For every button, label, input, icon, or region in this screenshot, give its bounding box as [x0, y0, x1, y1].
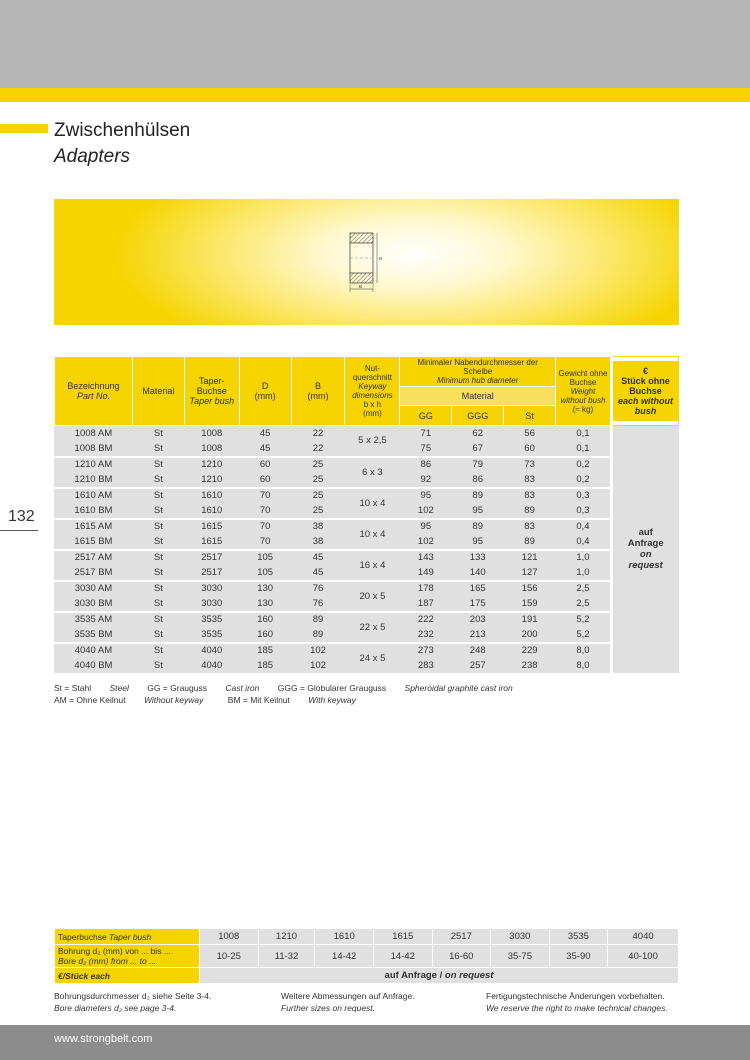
cell-d: 45 — [239, 441, 291, 457]
cell-keyway: 5 x 2,5 — [345, 426, 400, 457]
cell-keyway: 20 x 5 — [345, 581, 400, 612]
cell-b: 102 — [291, 658, 345, 674]
cell-b: 89 — [291, 627, 345, 643]
cell-mat: St — [132, 658, 184, 674]
col-weight: Gewicht ohne Buchse Weight without bush (≈ kg) — [556, 357, 612, 426]
cell-mat: St — [132, 457, 184, 473]
cell-b: 25 — [291, 457, 345, 473]
taper-bush-table — [54, 928, 679, 984]
cell-st: 56 — [504, 426, 556, 442]
table-row — [55, 426, 679, 442]
cell-keyway: 10 x 4 — [345, 519, 400, 550]
legend-line-2 — [54, 694, 529, 706]
bush-bore-cell: 14-42 — [315, 945, 374, 968]
cell-b: 38 — [291, 534, 345, 550]
cell-st: 83 — [504, 519, 556, 535]
col-hub-group: Minimaler Nabendurchmesser der Scheibe Minimum hub diameter — [400, 357, 556, 387]
cell-gg: 92 — [400, 472, 452, 488]
cell-d: 60 — [239, 472, 291, 488]
cell-gg: 273 — [400, 643, 452, 659]
cell-taper: 1610 — [184, 488, 239, 504]
cell-w: 0,2 — [556, 457, 612, 473]
legend-item: BM = Mit Keilnut With keyway — [227, 695, 356, 705]
cell-keyway: 6 x 3 — [345, 457, 400, 488]
drawing-label-d: D — [379, 256, 383, 261]
cell-gg: 102 — [400, 534, 452, 550]
page-subtitle: Adapters — [54, 146, 131, 167]
bush-bore-row — [55, 945, 679, 968]
cell-d: 105 — [239, 565, 291, 581]
cell-gg: 102 — [400, 503, 452, 519]
cell-d: 70 — [239, 519, 291, 535]
cell-w: 5,2 — [556, 627, 612, 643]
cell-part: 2517 AM — [55, 550, 133, 566]
top-header-band — [0, 0, 750, 88]
title-marker — [0, 124, 48, 133]
cell-st: 89 — [504, 534, 556, 550]
cell-keyway: 16 x 4 — [345, 550, 400, 581]
cell-ggg: 89 — [452, 488, 504, 504]
cell-part: 3030 AM — [55, 581, 133, 597]
cell-st: 229 — [504, 643, 556, 659]
col-d: D (mm) — [239, 357, 291, 426]
bush-bore-cell: 14-42 — [373, 945, 432, 968]
cell-ggg: 86 — [452, 472, 504, 488]
cell-part: 1610 BM — [55, 503, 133, 519]
price-on-request — [611, 426, 678, 674]
col-part: Bezeichnung Part No. — [55, 357, 133, 426]
top-accent-stripe — [0, 88, 750, 102]
bush-bore-cell: 11-32 — [258, 945, 315, 968]
cell-w: 0,4 — [556, 534, 612, 550]
cell-b: 22 — [291, 441, 345, 457]
cell-ggg: 62 — [452, 426, 504, 442]
cell-w: 8,0 — [556, 643, 612, 659]
bush-bore-cell: 35-75 — [491, 945, 550, 968]
cell-part: 4040 AM — [55, 643, 133, 659]
bush-bore-cell: 16-60 — [432, 945, 491, 968]
bush-size-cell: 2517 — [432, 929, 491, 945]
cell-gg: 149 — [400, 565, 452, 581]
cell-mat: St — [132, 612, 184, 628]
cell-mat: St — [132, 596, 184, 612]
cell-gg: 75 — [400, 441, 452, 457]
footnote-sizes: Weitere Abmessungen auf Anfrage. Further sizes on request. — [281, 991, 415, 1013]
cell-st: 73 — [504, 457, 556, 473]
table-row — [55, 457, 679, 473]
col-ggg: GGG — [452, 406, 504, 426]
legend-item: GGG = Globularer Grauguss Spheroidal graphite cast iron — [277, 683, 513, 693]
bush-bore-label: Bohrung d₂ (mm) von ... bis ... Bore d₂ (mm) from ... to ... — [55, 945, 200, 968]
cell-ggg: 67 — [452, 441, 504, 457]
cell-st: 121 — [504, 550, 556, 566]
cell-ggg: 95 — [452, 534, 504, 550]
cell-gg: 187 — [400, 596, 452, 612]
cell-part: 2517 BM — [55, 565, 133, 581]
cell-ggg: 165 — [452, 581, 504, 597]
cell-ggg: 79 — [452, 457, 504, 473]
col-b: B (mm) — [291, 357, 345, 426]
cell-part: 1008 BM — [55, 441, 133, 457]
cell-w: 2,5 — [556, 596, 612, 612]
bush-size-cell: 3535 — [549, 929, 608, 945]
website-link[interactable]: www.strongbelt.com — [54, 1033, 153, 1045]
cell-ggg: 203 — [452, 612, 504, 628]
bush-bore-cell: 10-25 — [200, 945, 259, 968]
product-banner — [54, 199, 679, 325]
cell-d: 105 — [239, 550, 291, 566]
cell-d: 160 — [239, 612, 291, 628]
cell-b: 76 — [291, 596, 345, 612]
cell-st: 238 — [504, 658, 556, 674]
legend-line-1 — [54, 682, 529, 694]
cell-mat: St — [132, 426, 184, 442]
legend-item: AM = Ohne Keilnut Without keyway — [54, 695, 204, 705]
price-request-en: on request — [628, 549, 663, 572]
bush-size-label: Taperbuchse Taper bush — [55, 929, 200, 945]
bush-size-cell: 1615 — [373, 929, 432, 945]
cell-gg: 86 — [400, 457, 452, 473]
page-number: 132 — [8, 508, 35, 525]
cell-mat: St — [132, 534, 184, 550]
cell-w: 8,0 — [556, 658, 612, 674]
table-row — [55, 488, 679, 504]
cell-gg: 222 — [400, 612, 452, 628]
bush-size-cell: 4040 — [608, 929, 679, 945]
cell-st: 159 — [504, 596, 556, 612]
cell-part: 1210 BM — [55, 472, 133, 488]
cell-mat: St — [132, 503, 184, 519]
cell-taper: 4040 — [184, 658, 239, 674]
cell-part: 1210 AM — [55, 457, 133, 473]
col-material: Material — [132, 357, 184, 426]
cell-gg: 71 — [400, 426, 452, 442]
cell-st: 191 — [504, 612, 556, 628]
cell-gg: 95 — [400, 488, 452, 504]
cell-w: 0,2 — [556, 472, 612, 488]
cell-ggg: 213 — [452, 627, 504, 643]
cell-taper: 1008 — [184, 441, 239, 457]
cell-b: 45 — [291, 550, 345, 566]
cell-st: 89 — [504, 503, 556, 519]
table-row — [55, 581, 679, 597]
cell-taper: 3535 — [184, 627, 239, 643]
col-hub-material: Material — [400, 387, 556, 406]
cell-b: 38 — [291, 519, 345, 535]
adapter-table-body — [55, 426, 679, 674]
cell-ggg: 257 — [452, 658, 504, 674]
price-request-de: auf Anfrage — [627, 527, 664, 550]
bush-size-row — [55, 929, 679, 945]
drawing-label-b: B — [359, 284, 363, 289]
col-gg: GG — [400, 406, 452, 426]
col-keyway: Nut-querschnitt Keyway dimensions b x h (mm) — [345, 357, 400, 426]
cell-st: 60 — [504, 441, 556, 457]
bush-bore-cell: 35-90 — [549, 945, 608, 968]
bush-price-label: €/Stück each — [55, 968, 200, 984]
cell-part: 1008 AM — [55, 426, 133, 442]
cell-w: 5,2 — [556, 612, 612, 628]
cell-taper: 2517 — [184, 550, 239, 566]
cell-st: 83 — [504, 472, 556, 488]
cell-d: 70 — [239, 534, 291, 550]
cell-d: 45 — [239, 426, 291, 442]
cell-part: 3030 BM — [55, 596, 133, 612]
cell-b: 102 — [291, 643, 345, 659]
table-row — [55, 550, 679, 566]
cell-d: 160 — [239, 627, 291, 643]
cell-d: 185 — [239, 658, 291, 674]
cell-w: 0,3 — [556, 503, 612, 519]
cell-st: 83 — [504, 488, 556, 504]
cell-mat: St — [132, 441, 184, 457]
table-row — [55, 643, 679, 659]
cell-keyway: 24 x 5 — [345, 643, 400, 674]
material-legend — [54, 682, 529, 706]
cell-b: 89 — [291, 612, 345, 628]
cell-taper: 1615 — [184, 534, 239, 550]
cell-mat: St — [132, 472, 184, 488]
cell-part: 1615 AM — [55, 519, 133, 535]
page-title: Zwischenhülsen — [54, 120, 191, 141]
cell-ggg: 140 — [452, 565, 504, 581]
cell-gg: 178 — [400, 581, 452, 597]
cell-taper: 1210 — [184, 457, 239, 473]
cell-w: 0,1 — [556, 441, 612, 457]
cell-mat: St — [132, 519, 184, 535]
cell-d: 60 — [239, 457, 291, 473]
cell-w: 0,3 — [556, 488, 612, 504]
col-price: € Stück ohne Buchse each without bush — [611, 357, 678, 426]
cell-b: 45 — [291, 565, 345, 581]
cell-part: 1615 BM — [55, 534, 133, 550]
bush-price-row — [55, 968, 679, 984]
cell-ggg: 175 — [452, 596, 504, 612]
table-row — [55, 612, 679, 628]
legend-item: GG = Grauguss Cast iron — [147, 683, 260, 693]
cell-ggg: 248 — [452, 643, 504, 659]
cell-st: 127 — [504, 565, 556, 581]
cell-gg: 95 — [400, 519, 452, 535]
cell-mat: St — [132, 643, 184, 659]
col-taper: Taper-Buchse Taper bush — [184, 357, 239, 426]
cell-taper: 3535 — [184, 612, 239, 628]
cell-taper: 2517 — [184, 565, 239, 581]
cell-ggg: 89 — [452, 519, 504, 535]
cell-taper: 3030 — [184, 581, 239, 597]
cell-d: 130 — [239, 581, 291, 597]
cell-ggg: 95 — [452, 503, 504, 519]
cell-taper: 1210 — [184, 472, 239, 488]
cell-taper: 4040 — [184, 643, 239, 659]
cell-keyway: 10 x 4 — [345, 488, 400, 519]
cell-b: 22 — [291, 426, 345, 442]
cell-gg: 232 — [400, 627, 452, 643]
bush-size-cell: 1610 — [315, 929, 374, 945]
cell-part: 3535 AM — [55, 612, 133, 628]
cell-mat: St — [132, 488, 184, 504]
cell-w: 0,1 — [556, 426, 612, 442]
adapter-drawing — [54, 199, 679, 325]
cell-gg: 143 — [400, 550, 452, 566]
page-number-rule — [0, 530, 38, 531]
cell-d: 70 — [239, 503, 291, 519]
footnote-changes: Fertigungstechnische Änderungen vorbehalten. We reserve the right to make technical changes. — [486, 991, 668, 1013]
adapter-table — [54, 356, 679, 675]
cell-gg: 283 — [400, 658, 452, 674]
cell-part: 1610 AM — [55, 488, 133, 504]
cell-d: 130 — [239, 596, 291, 612]
cell-mat: St — [132, 550, 184, 566]
cell-w: 1,0 — [556, 550, 612, 566]
cell-st: 200 — [504, 627, 556, 643]
cell-w: 0,4 — [556, 519, 612, 535]
cell-d: 185 — [239, 643, 291, 659]
cell-mat: St — [132, 565, 184, 581]
legend-item: St = Stahl Steel — [54, 683, 129, 693]
cell-w: 2,5 — [556, 581, 612, 597]
cell-part: 3535 BM — [55, 627, 133, 643]
cell-b: 76 — [291, 581, 345, 597]
bush-price-value: auf Anfrage / on request — [200, 968, 679, 984]
cell-b: 25 — [291, 488, 345, 504]
col-st: St — [504, 406, 556, 426]
cell-w: 1,0 — [556, 565, 612, 581]
cell-mat: St — [132, 581, 184, 597]
cell-ggg: 133 — [452, 550, 504, 566]
cell-mat: St — [132, 627, 184, 643]
bush-size-cell: 1210 — [258, 929, 315, 945]
table-row — [55, 519, 679, 535]
bush-size-cell: 1008 — [200, 929, 259, 945]
footnote-bore: Bohrungsdurchmesser d₂ siehe Seite 3-4. Bore diameters d₂ see page 3-4. — [54, 991, 212, 1013]
cell-taper: 1008 — [184, 426, 239, 442]
bush-bore-cell: 40-100 — [608, 945, 679, 968]
cell-taper: 1615 — [184, 519, 239, 535]
cell-taper: 1610 — [184, 503, 239, 519]
cell-b: 25 — [291, 503, 345, 519]
cell-part: 4040 BM — [55, 658, 133, 674]
cell-keyway: 22 x 5 — [345, 612, 400, 643]
bush-size-cell: 3030 — [491, 929, 550, 945]
cell-st: 156 — [504, 581, 556, 597]
cell-d: 70 — [239, 488, 291, 504]
adapter-cross-section — [350, 233, 377, 292]
cell-taper: 3030 — [184, 596, 239, 612]
cell-b: 25 — [291, 472, 345, 488]
